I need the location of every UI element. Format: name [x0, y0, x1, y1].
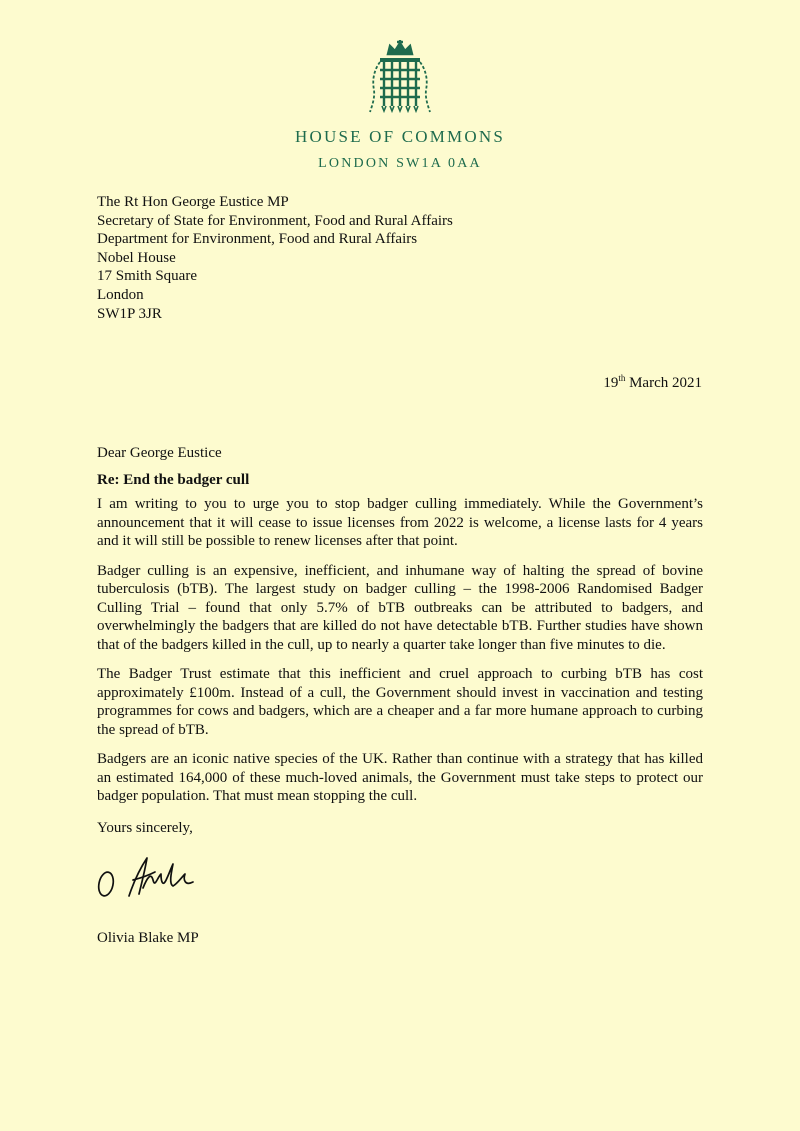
- signatory-name: Olivia Blake MP: [97, 930, 199, 946]
- letterhead-title: HOUSE OF COMMONS: [295, 127, 505, 146]
- recipient-line: SW1P 3JR: [97, 305, 162, 322]
- portcullis-crest-icon: [368, 40, 432, 116]
- date-day: 19: [603, 375, 619, 391]
- recipient-line: The Rt Hon George Eustice MP: [97, 194, 289, 210]
- body-paragraph: Badgers are an iconic native species of the UK. Rather than continue with a strategy that has killed an estimated 164,000 of these much-loved animals, the Government must take steps to protect our badger population. That must mean stopping the cull.: [97, 751, 703, 804]
- closing: Yours sincerely,: [97, 820, 193, 836]
- date-month-year: March 2021: [625, 375, 702, 391]
- recipient-line: 17 Smith Square: [97, 268, 197, 285]
- recipient-line: Secretary of State for Environment, Food and Rural Affairs: [97, 212, 453, 229]
- letter-body: [97, 495, 703, 817]
- letter-date: [603, 375, 702, 392]
- salutation: Dear George Eustice: [97, 445, 222, 461]
- recipient-line: London: [97, 286, 144, 303]
- recipient-line: Nobel House: [97, 249, 176, 266]
- body-paragraph: The Badger Trust estimate that this inefficient and cruel approach to curbing bTB has cost approximately £100m. Instead of a cull, the Government should invest in vaccination and testing programmes for cows and badgers, which are a cheaper and a far more humane approach to curbing the spread of bTB.: [97, 666, 703, 738]
- letterhead-address: LONDON SW1A 0AA: [318, 156, 482, 171]
- recipient-address: [97, 193, 453, 323]
- handwritten-signature: [95, 848, 205, 910]
- recipient-line: Department for Environment, Food and Rural Affairs: [97, 231, 418, 248]
- date-suffix: th: [618, 373, 626, 383]
- subject-line: Re: End the badger cull: [97, 472, 250, 488]
- body-paragraph: Badger culling is an expensive, inefficient, and inhumane way of halting the spread of bovine tuberculosis (bTB). The largest study on badger culling – the 1998-2006 Randomised Badger Culling Trial – found that only 5.7% of bTB outbreaks can be attributed to badgers, and overwhelmingly the badgers that are killed do not have detectable bTB. Further studies have shown that of the badgers killed in the cull, up to nearly a quarter take longer than five minutes to die.: [97, 562, 703, 653]
- body-paragraph: I am writing to you to urge you to stop badger culling immediately. While the Government’s announcement that it will cease to issue licenses from 2022 is welcome, a license lasts for 4 years and it will still be possible to renew licenses after that point.: [97, 496, 703, 549]
